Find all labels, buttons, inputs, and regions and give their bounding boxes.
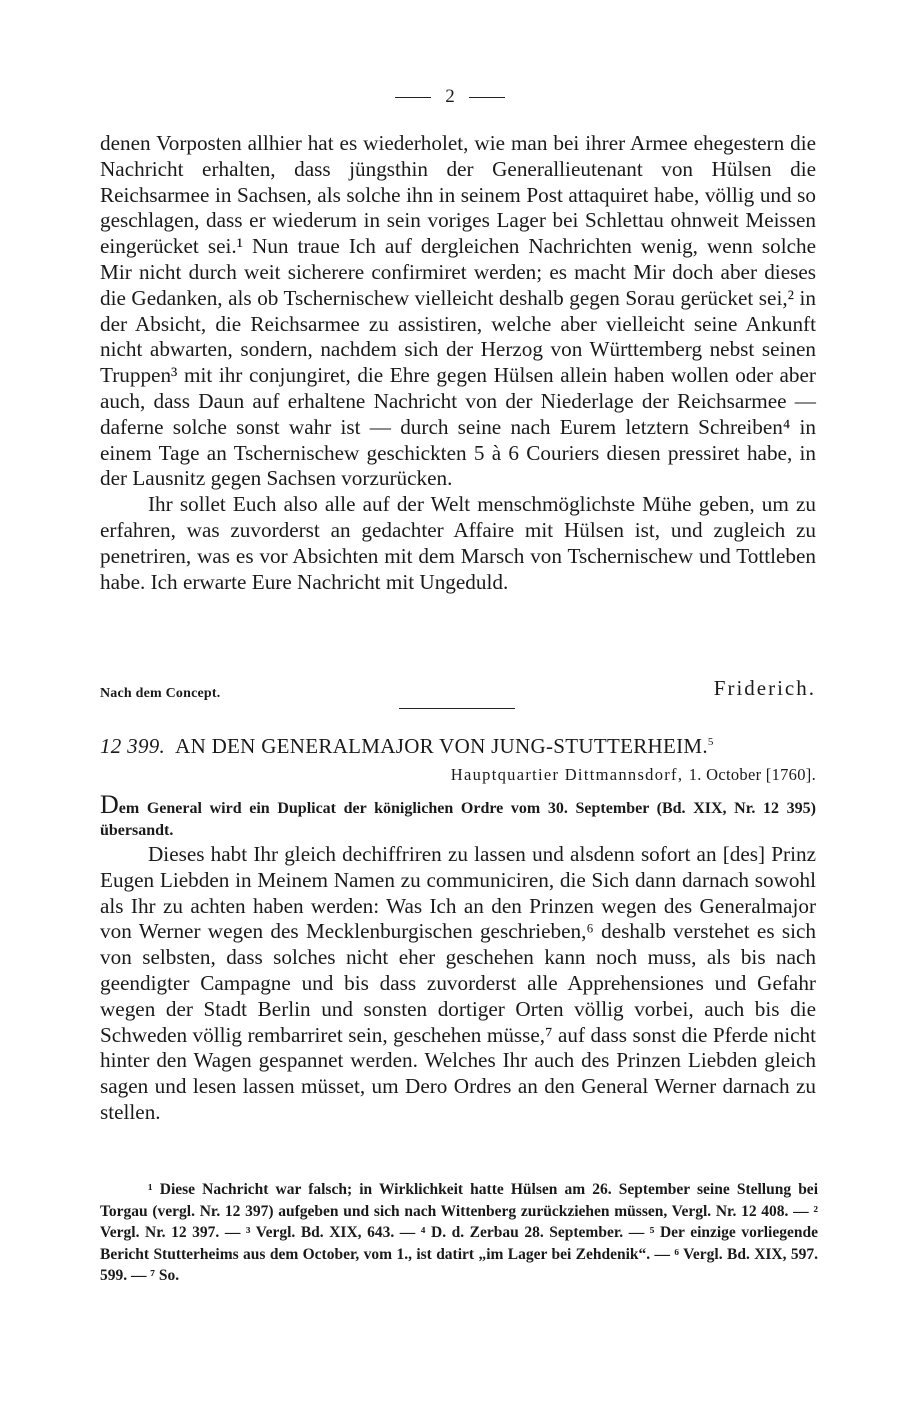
signature: Friderich.	[713, 676, 816, 700]
page-header	[0, 86, 900, 108]
closing-row	[100, 676, 816, 706]
dateline-date: 1. October [1760].	[688, 765, 816, 784]
dateline-place: Hauptquartier Dittmannsdorf,	[450, 765, 684, 784]
header-dash-right	[469, 97, 505, 98]
dateline	[451, 765, 816, 785]
summary-initial: D	[100, 790, 119, 819]
letter-paragraph-2: Ihr sollet Euch also alle auf der Welt menschmöglichste Mühe geben, um zu erfahren, was zuvorderst an gedachter Affaire mit Hülsen ist, und zugleich zu penetriren, was es vor Absichten mit dem Marsch von Tschernischew und Tottleben habe. Ich erwarte Eure Nachricht mit Ungeduld.	[100, 492, 816, 594]
summary-text: em General wird ein Duplicat der königlichen Ordre vom 30. September (Bd. XIX, Nr. 12 395) übersandt.	[100, 800, 816, 839]
editorial-summary	[100, 790, 816, 842]
footnotes	[100, 1179, 818, 1287]
letter-heading	[100, 734, 820, 759]
section-divider	[399, 708, 515, 709]
letter-2-body	[100, 842, 816, 1126]
footnote-ref-5: 5	[707, 736, 714, 748]
letter-2-paragraph: Dieses habt Ihr gleich dechiffriren zu lassen und alsdenn sofort an [des] Prinz Eugen Liebden in Meinem Namen zu communiciren, die Sich dann darnach sowohl als Ihr zu achten haben werden: Was Ich an den Prinzen wegen des Generalmajor von Werner wegen des Mecklenburgischen geschrieben,⁶ deshalb verstehet es sich von selbsten, dass solches nicht eher geschehen kann noch muss, als bis nach geendigter Campagne und bis dass zuvorderst alle Apprehensiones und Gefahr wegen der Stadt Berlin und sonsten dortiger Orten völlig vorbei, auch bis die Schweden völlig rembarriret sein, geschehen müsse,⁷ auf dass sonst die Pferde nicht hinter den Wagen gespannet werden. Welches Ihr auch des Prinzen Liebden gleich sagen und lesen lassen müsset, um Dero Ordres an den General Werner darnach zu stellen.	[100, 842, 816, 1124]
letter-number: 12 399.	[100, 734, 166, 758]
letter-title: AN DEN GENERALMAJOR VON JUNG-STUTTERHEIM.	[175, 734, 708, 758]
page-number: 2	[445, 86, 455, 107]
header-dash-left	[395, 97, 431, 98]
letter-paragraph-1: denen Vorposten allhier hat es wiederholet, wie man bei ihrer Armee ehegestern die Nachricht erhalten, dass jüngsthin der Generallieutenant von Hülsen die Reichsarmee in Sachsen, als solche ihn in seinem Post attaquiret habe, völlig und so geschlagen, dass er wiederum in sein voriges Lager bei Schlettau ohnweit Meissen eingerücket sei.¹ Nun traue Ich auf dergleichen Nachrichten wenig, wenn solche Mir nicht durch weit sicherere confirmiret werden; es macht Mir doch aber dieses die Gedanken, als ob Tschernischew vielleicht deshalb gegen Sorau gerücket sei,² in der Absicht, die Reichsarmee zu assistiren, welche aber vielleicht seine Ankunft nicht abwarten, sondern, nachdem sich der Herzog von Württemberg nebst seinen Truppen³ mit ihr conjungiret, die Ehre gegen Hülsen allein haben wollen oder aber auch, dass Daun auf erhaltene Nachricht von der Niederlage der Reichsarmee — daferne solche sonst wahr ist — durch seine nach Eurem letztern Schreiben⁴ in einem Tage an Tschernischew geschickten 5 à 6 Couriers diesen pressiret habe, in der Lausnitz gegen Sachsen vorzurücken.	[100, 131, 816, 491]
letter-body	[100, 131, 816, 595]
footnote-text: ¹ Diese Nachricht war falsch; in Wirklichkeit hatte Hülsen am 26. September seine Stellung bei Torgau (vergl. Nr. 12 397) aufgeben und sich nach Wittenberg zurückziehen müssen, Vergl. Nr. 12 408. — ² Vergl. Nr. 12 397. — ³ Vergl. Bd. XIX, 643. — ⁴ D. d. Zerbau 28. September. — ⁵ Der einzige vorliegende Bericht Stutterheims aus dem October, vom 1., ist datirt „im Lager bei Zehdenik“. — ⁶ Vergl. Bd. XIX, 597. 599. — ⁷ So.	[100, 1181, 818, 1284]
source-note: Nach dem Concept.	[100, 686, 221, 701]
